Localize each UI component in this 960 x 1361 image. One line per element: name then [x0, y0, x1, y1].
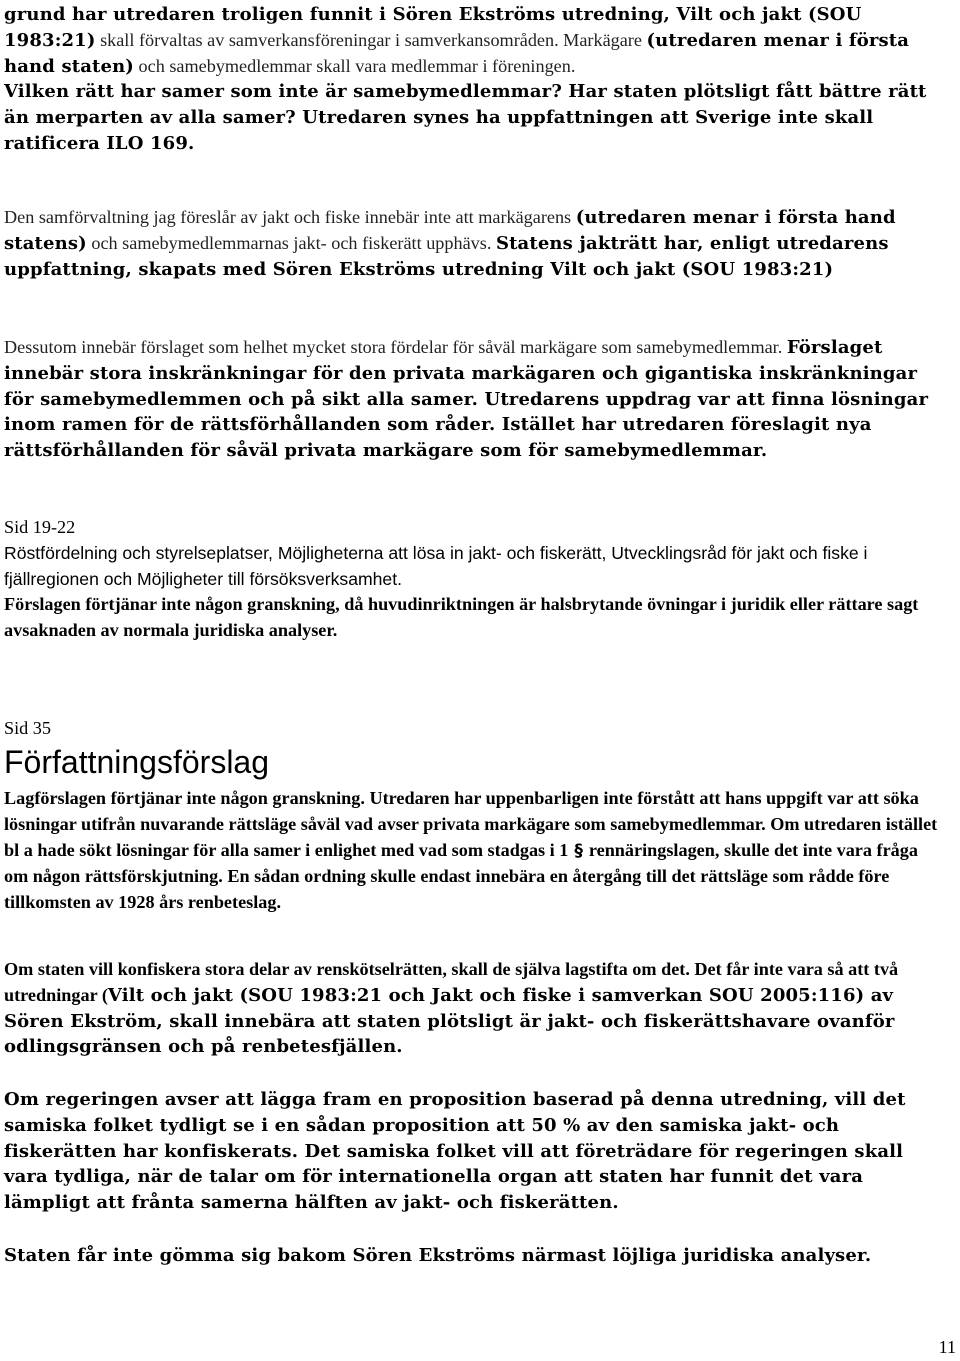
- text-plain: Den samförvaltning jag föreslår av jakt och fiske innebär inte att markägarens: [4, 207, 576, 227]
- page-reference: Sid 19-22: [4, 517, 76, 537]
- text-plain: och samebymedlemmarnas jakt- och fiskerätt upphävs.: [86, 232, 496, 253]
- text-bold: Staten får inte gömma sig bakom Sören Ekströms närmast löjliga juridiska analyser.: [4, 1245, 872, 1266]
- paragraph-4: [4, 957, 944, 1060]
- paragraph-2: [4, 205, 944, 282]
- page-reference: Sid 35: [4, 718, 51, 738]
- text-bold: Vilken rätt har samer som inte är samebymedlemmar? Har staten plötsligt fått bättre rätt än merparten av alla samer? Utredaren synes ha uppfattningen att Sverige inte skall ratificera ILO 169.: [4, 81, 927, 154]
- text-bold: grund har utredaren troligen funnit i Sören Ekströms utredning, Vilt och jakt (SOU 1983:21): [4, 4, 862, 51]
- text-bold: Förslaget innebär stora inskränkningar för den privata markägaren och gigantiska inskränkningar för samebymedlemmen och på sikt alla samer. Utredarens uppdrag var att finna lösningar inom ramen för de rättsförhållanden som råder. Istället har utredaren föreslagit nya rättsförhållanden för såväl privata markägare som för samebymedlemmar.: [4, 337, 929, 462]
- text-plain: skall förvaltas av samverkansföreningar i samverkansområden. Markägare: [95, 29, 647, 50]
- paragraph-5: [4, 1087, 944, 1216]
- text-bold: Statens jakträtt har, enligt utredarens uppfattning, skapats med Sören Ekströms utredning Vilt och jakt (SOU 1983:21): [4, 232, 889, 280]
- section-heading: Författningsförslag: [4, 744, 270, 780]
- section-2-ref: [4, 716, 944, 742]
- section-1-topics: [4, 541, 944, 593]
- section-1-ref: [4, 515, 944, 541]
- section-sign: §: [574, 840, 583, 861]
- text-bold: (utredaren menar i första hand statens): [4, 207, 896, 254]
- body-text: rennäringslagen, skulle det inte vara fråga om någon rättsförskjutning. En sådan ordning skulle endast innebära en återgång till det rättsläge som rådde före tillkomsten av 1928 års renbeteslag.: [4, 839, 918, 913]
- text-plain: och samebymedlemmar skall vara medlemmar i föreningen.: [133, 55, 576, 76]
- page-number: 11: [938, 1337, 956, 1357]
- text-bold: Om regeringen avser att lägga fram en proposition baserad på denna utredning, vill det samiska folket tydligt se i en sådan proposition att 50 % av den samiska jakt- och fiskerätten har konfiskerats. Det samiska folket vill att företrädare för regeringen skall vara tydliga, när de talar om för internationella organ att staten har funnit det vara lämpligt att frånta samerna hälften av jakt- och fiskerätten.: [4, 1089, 906, 1214]
- comment-text: Förslagen förtjänar inte någon granskning, då huvudinriktningen är halsbrytande övningar i juridik eller rättare sagt avsaknaden av normala juridiska analyser.: [4, 594, 919, 640]
- text-plain: Dessutom innebär förslaget som helhet mycket stora fördelar för såväl markägare som samebymedlemmar.: [4, 337, 787, 357]
- text-bold-serif: Om staten vill konfiskera stora delar av renskötselrätten, skall de själva lagstifta om det. Det får inte vara så att två utredningar (: [4, 959, 899, 1005]
- paragraph-3: [4, 335, 944, 464]
- paragraph-1: [4, 2, 944, 157]
- text-bold: (utredaren menar i första hand staten): [4, 29, 910, 77]
- section-1-comment: [4, 592, 944, 644]
- section-2-body: [4, 786, 944, 916]
- paragraph-6: [4, 1243, 944, 1269]
- body-text: Lagförslagen förtjänar inte någon granskning. Utredaren har uppenbarligen inte förstått att hans uppgift var att söka lösningar utifrån nuvarande rättsläge såväl vad avser privata markägare som samebymedlemmar. Om utredaren istället bl a hade sökt lösningar för alla samer i enlighet med vad som stadgas i 1: [4, 788, 938, 860]
- text-bold: Vilt och jakt (SOU 1983:21 och Jakt och fiske i samverkan SOU 2005:116) av Sören Ekström, skall innebära att staten plötsligt är jakt- och fiskerättshavare ovanför odlingsgränsen och på renbetesfjällen.: [4, 984, 895, 1058]
- topics-text: Röstfördelning och styrelseplatser, Möjligheterna att lösa in jakt- och fiskerätt, Utvecklingsråd för jakt och fiske i fjällregionen och Möjligheter till försöksverksamhet.: [4, 543, 868, 589]
